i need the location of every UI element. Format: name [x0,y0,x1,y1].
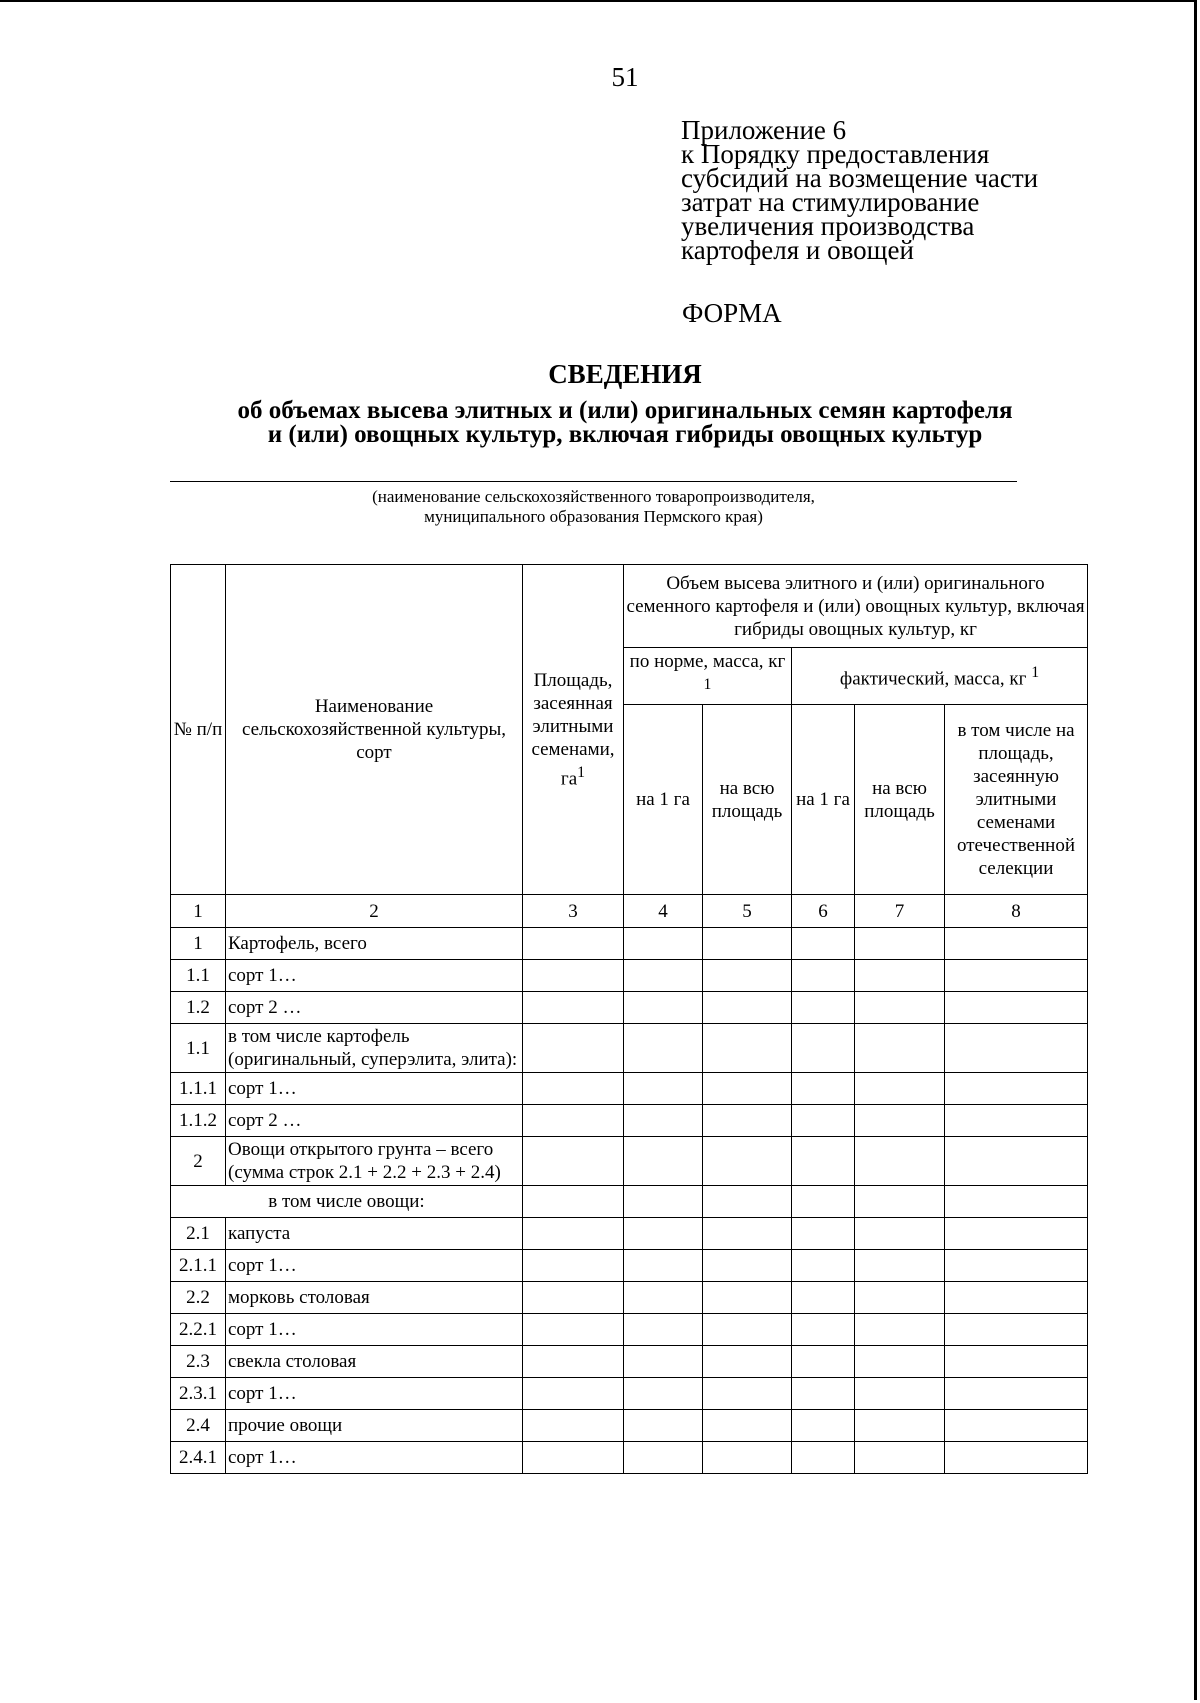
empty-cell [624,992,703,1024]
row-number: 2 [171,1137,226,1186]
crop-name: сорт 1… [226,1442,523,1474]
crop-name: капуста [226,1218,523,1250]
row-number: 2.3 [171,1346,226,1378]
empty-cell [792,1218,855,1250]
table-row [171,1282,1088,1314]
table-row [171,1024,1088,1073]
empty-cell [855,1314,945,1346]
empty-cell [624,928,703,960]
page-number: 51 [611,62,639,92]
empty-cell [945,1410,1088,1442]
empty-cell [624,1378,703,1410]
empty-cell [703,1024,792,1073]
empty-cell [855,1186,945,1218]
empty-cell [855,928,945,960]
empty-cell [624,1314,703,1346]
empty-cell [945,1218,1088,1250]
empty-cell [945,1314,1088,1346]
header-actual-per-ha: на 1 га [792,705,855,895]
header-seeding-volume: Объем высева элитного и (или) оригинального семенного картофеля и (или) овощных культур, включая гибриды овощных культур, кг [624,565,1088,648]
table-row [171,992,1088,1024]
crop-name: сорт 2 … [226,992,523,1024]
empty-cell [523,1314,624,1346]
empty-cell [792,1282,855,1314]
appendix-line: Приложение 6 [681,115,847,145]
column-number: 3 [523,895,624,928]
empty-cell [792,1378,855,1410]
subtitle-line: и (или) овощных культур, включая гибриды овощных культур [267,421,983,448]
column-number: 6 [792,895,855,928]
appendix-line: увеличения производства [681,211,975,241]
footnote-mark: 1 [703,675,712,693]
empty-cell [855,1346,945,1378]
organization-caption [170,487,1017,527]
header-actual-whole-area: на всю площадь [855,705,945,895]
empty-cell [624,1282,703,1314]
empty-cell [855,1073,945,1105]
caption-line: муниципального образования Пермского края) [424,507,763,526]
crop-name: свекла столовая [226,1346,523,1378]
empty-cell [523,1105,624,1137]
empty-cell [523,1346,624,1378]
crop-name: Картофель, всего [226,928,523,960]
row-number: 1 [171,928,226,960]
empty-cell [792,1314,855,1346]
table-row [171,1378,1088,1410]
empty-cell [703,1378,792,1410]
footnote-mark: 1 [1031,664,1040,682]
empty-cell [703,992,792,1024]
empty-cell [945,928,1088,960]
empty-cell [792,960,855,992]
appendix-line: к Порядку предоставления [681,139,990,169]
header-domestic-selection: в том числе на площадь, засеянную элитными семенами отечественной селекции [945,705,1088,895]
row-number: 1.2 [171,992,226,1024]
crop-name: Овощи открытого грунта – всего (сумма строк 2.1 + 2.2 + 2.3 + 2.4) [226,1137,523,1186]
empty-cell [703,1346,792,1378]
table-row [171,1073,1088,1105]
empty-cell [945,1073,1088,1105]
table-row [171,1410,1088,1442]
empty-cell [855,1442,945,1474]
row-number: 1.1.1 [171,1073,226,1105]
empty-cell [523,1250,624,1282]
empty-cell [703,960,792,992]
header-actual: фактический, масса, кг $^1$ [792,648,1088,705]
crop-name: сорт 1… [226,1314,523,1346]
empty-cell [624,1186,703,1218]
empty-cell [945,1282,1088,1314]
empty-cell [945,992,1088,1024]
empty-cell [792,1250,855,1282]
empty-cell [523,992,624,1024]
subtitle-line: об объемах высева элитных и (или) оригинальных семян картофеля [237,397,1013,424]
crop-name: в том числе картофель (оригинальный, суперэлита, элита): [226,1024,523,1073]
column-number: 4 [624,895,703,928]
caption-line: (наименование сельскохозяйственного товаропроизводителя, [372,487,815,506]
empty-cell [523,1282,624,1314]
header-area: Площадь, засеянная элитными семенами, $га^1$ [523,565,624,895]
row-number: 2.4.1 [171,1442,226,1474]
empty-cell [624,1218,703,1250]
table-row [171,1218,1088,1250]
empty-cell [703,1314,792,1346]
empty-cell [703,1186,792,1218]
column-number: 8 [945,895,1088,928]
crop-name: морковь столовая [226,1282,523,1314]
crop-name: прочие овощи [226,1410,523,1442]
empty-cell [523,1137,624,1186]
empty-cell [855,1410,945,1442]
header-crop-name: Наименование сельскохозяйственной культуры, сорт [226,565,523,895]
empty-cell [703,928,792,960]
header-norm-whole-area: на всю площадь [703,705,792,895]
empty-cell [703,1250,792,1282]
empty-cell [855,1218,945,1250]
column-number: 1 [171,895,226,928]
empty-cell [703,1105,792,1137]
empty-cell [624,1024,703,1073]
empty-cell [523,1410,624,1442]
column-number: 7 [855,895,945,928]
empty-cell [855,1250,945,1282]
column-number: 2 [226,895,523,928]
empty-cell [523,960,624,992]
empty-cell [703,1410,792,1442]
empty-cell [945,960,1088,992]
row-number: 1.1 [171,1024,226,1073]
empty-cell [945,1250,1088,1282]
empty-cell [523,1218,624,1250]
column-number-row [171,895,1088,928]
empty-cell [703,1137,792,1186]
empty-cell [792,1442,855,1474]
empty-cell [624,1137,703,1186]
document-subtitle [0,399,1200,447]
table-row [171,1105,1088,1137]
empty-cell [523,1186,624,1218]
crop-name: сорт 2 … [226,1105,523,1137]
empty-cell [523,1073,624,1105]
crop-name: сорт 1… [226,960,523,992]
empty-cell [523,1378,624,1410]
appendix-line: картофеля и овощей [681,235,914,265]
row-number: 2.4 [171,1410,226,1442]
empty-cell [792,928,855,960]
table-row [171,1137,1088,1186]
header-norm: по норме, масса, кг $^1$ [624,648,792,705]
crop-name: сорт 1… [226,1073,523,1105]
empty-cell [792,1346,855,1378]
table-row [171,1314,1088,1346]
form-label: ФОРМА [682,298,782,328]
table-row [171,928,1088,960]
section-label: в том числе овощи: [171,1186,523,1218]
empty-cell [792,1073,855,1105]
appendix-line: затрат на стимулирование [681,187,980,217]
row-number: 1.1 [171,960,226,992]
empty-cell [855,1105,945,1137]
footnote-mark: 1 [577,763,586,781]
empty-cell [792,1137,855,1186]
row-number: 2.2.1 [171,1314,226,1346]
row-number: 1.1.2 [171,1105,226,1137]
empty-cell [703,1073,792,1105]
empty-cell [945,1378,1088,1410]
empty-cell [624,1410,703,1442]
empty-cell [945,1024,1088,1073]
empty-cell [792,1186,855,1218]
empty-cell [624,960,703,992]
empty-cell [624,1105,703,1137]
row-number: 2.1 [171,1218,226,1250]
crop-name: сорт 1… [226,1250,523,1282]
empty-cell [703,1282,792,1314]
empty-cell [624,1250,703,1282]
empty-cell [855,992,945,1024]
organization-name-line [170,481,1017,482]
table-row [171,1250,1088,1282]
empty-cell [855,1137,945,1186]
empty-cell [703,1218,792,1250]
crop-name: сорт 1… [226,1378,523,1410]
empty-cell [945,1346,1088,1378]
empty-cell [624,1073,703,1105]
empty-cell [703,1442,792,1474]
empty-cell [624,1346,703,1378]
header-norm-per-ha: на 1 га [624,705,703,895]
empty-cell [523,928,624,960]
empty-cell [945,1442,1088,1474]
empty-cell [792,992,855,1024]
row-number: 2.2 [171,1282,226,1314]
empty-cell [523,1024,624,1073]
table-row [171,960,1088,992]
empty-cell [855,1024,945,1073]
row-number: 2.3.1 [171,1378,226,1410]
empty-cell [855,1282,945,1314]
table-row [171,1346,1088,1378]
empty-cell [855,1378,945,1410]
empty-cell [855,960,945,992]
empty-cell [624,1442,703,1474]
appendix-line: субсидий на возмещение части [681,163,1039,193]
empty-cell [792,1024,855,1073]
empty-cell [945,1105,1088,1137]
empty-cell [945,1137,1088,1186]
empty-cell [792,1410,855,1442]
document-title: СВЕДЕНИЯ [548,359,702,389]
table-row [171,1442,1088,1474]
empty-cell [792,1105,855,1137]
row-number: 2.1.1 [171,1250,226,1282]
empty-cell [945,1186,1088,1218]
column-number: 5 [703,895,792,928]
header-num: № п/п [171,565,226,895]
appendix-block [681,115,1039,265]
seeding-volume-table [170,564,1088,1474]
empty-cell [523,1442,624,1474]
table-section-row [171,1186,1088,1218]
